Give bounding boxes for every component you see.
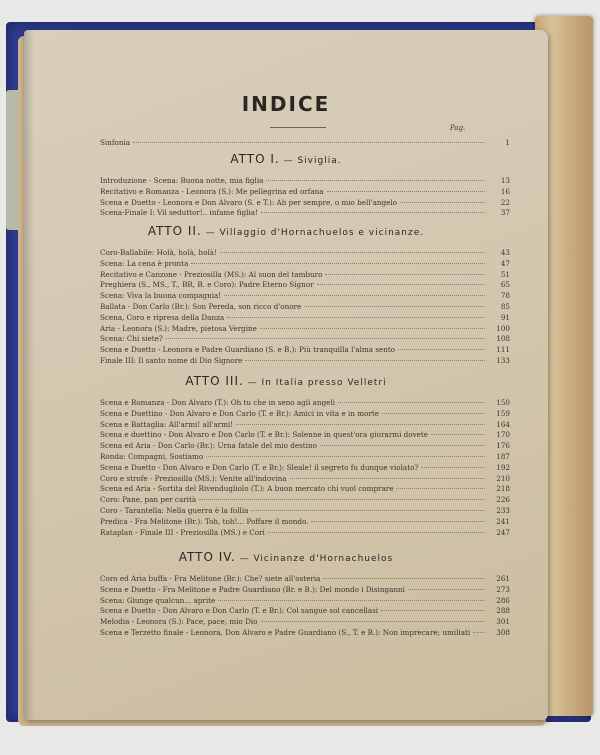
entry-title: Predica - Fra Melitone (Br.): Toh, toh!... Poffare il mondo. xyxy=(100,516,309,526)
entry-title: Scena e Battaglia: All'armi! all'armi! xyxy=(100,419,234,429)
index-entry xyxy=(100,528,510,537)
entry-title: Finale III: Il santo nome di Dio Signore xyxy=(100,356,243,365)
dot-leader xyxy=(206,456,485,457)
entry-title: Scena-Finale I: Vil seduttor!.. infame figlia! xyxy=(100,208,258,218)
dot-leader xyxy=(218,600,485,601)
entry-title: Sinfonia xyxy=(100,138,131,147)
index-entry xyxy=(100,248,510,257)
entry-title: Scena: Chi siete? xyxy=(100,334,163,344)
entry-title: Preghiera (S., MS., T., BR, B. e Coro): Padre Eterno Signor xyxy=(100,280,314,290)
entry-title: Scena e Duetto - Don Alvaro e Don Carlo (T. e Br.): Col sangue sol cancellasi xyxy=(100,606,379,616)
entry-title: Coro-Ballabile: Holà, holà, holà! xyxy=(100,248,217,257)
entry-title: Scena e Duettino - Don Alvaro e Don Carlo (T. e Br.): Amici in vita e in morte xyxy=(100,408,379,418)
dot-leader xyxy=(421,467,485,468)
dot-leader xyxy=(236,424,485,425)
index-entry xyxy=(100,398,510,407)
entry-page-number: 37 xyxy=(500,208,510,218)
index-entry xyxy=(100,291,510,300)
index-page xyxy=(24,30,548,720)
index-entry xyxy=(100,574,510,583)
entry-title: Coro - Tarantella: Nella guerra è la follia xyxy=(100,506,249,515)
index-entry xyxy=(100,302,510,311)
entry-title: Scena e Terzetto finale - Leonora, Don Alvaro e Padre Guardiano (S., T. e B.): Non imprecare; umiliati xyxy=(100,628,471,637)
index-entry xyxy=(100,198,510,207)
act-subtitle: — In Italia presso Velletri xyxy=(243,378,387,388)
entry-page-number: 85 xyxy=(500,302,510,311)
index-entry xyxy=(100,409,510,418)
entry-page-number: 150 xyxy=(496,398,510,407)
dot-leader xyxy=(261,212,485,213)
entry-title: Coro ed Aria buffa - Fra Melitone (Br.): Che? siete all'osteria xyxy=(100,574,321,583)
entry-title: Scena ed Aria - Don Carlo (Br.): Urna fatale del mio destino xyxy=(100,441,317,451)
act-subtitle: — Vicinanze d'Hornachuelos xyxy=(235,554,394,564)
index-entry xyxy=(100,506,510,515)
dot-leader xyxy=(396,488,485,489)
entry-page-number: 22 xyxy=(500,197,510,207)
act-subtitle: — Siviglia. xyxy=(279,156,342,166)
index-entry xyxy=(100,138,510,147)
index-entry xyxy=(100,484,510,493)
entry-page-number: 91 xyxy=(500,312,510,322)
entry-page-number: 100 xyxy=(496,323,510,333)
entry-page-number: 108 xyxy=(496,334,510,344)
dot-leader xyxy=(191,263,485,264)
index-entry xyxy=(100,270,510,279)
entry-page-number: 133 xyxy=(496,356,510,365)
index-entry xyxy=(100,474,510,483)
entry-title: Rataplan - Finale III - Preziosilla (MS.) e Cori xyxy=(100,527,265,537)
entry-page-number: 164 xyxy=(496,419,510,429)
dot-leader xyxy=(382,413,485,414)
entry-title: Scena e duettino - Don Alvaro e Don Carlo (T. e Br.): Solenne in quest'ora giurarmi dovete xyxy=(100,430,429,440)
index-entry xyxy=(100,208,510,217)
index-entry xyxy=(100,187,510,196)
dot-leader xyxy=(320,445,485,446)
entry-title: Scena e Duetto - Leonora e Padre Guardiano (S. e B.): Più tranquilla l'alma sento xyxy=(100,345,396,355)
index-entry xyxy=(100,334,510,343)
dot-leader xyxy=(227,317,485,318)
entry-page-number: 13 xyxy=(500,176,510,185)
index-entry xyxy=(100,517,510,526)
index-entry xyxy=(100,324,510,333)
dot-leader xyxy=(327,191,485,192)
dot-leader xyxy=(199,499,485,500)
act-number: ATTO III. xyxy=(185,374,244,388)
entry-page-number: 226 xyxy=(496,495,510,505)
act-heading xyxy=(24,224,548,238)
entry-title: Aria - Leonora (S.): Madre, pietosa Vergine xyxy=(100,323,257,333)
index-entry xyxy=(100,259,510,268)
dot-leader xyxy=(268,532,485,533)
title-rule xyxy=(270,127,326,128)
dot-leader xyxy=(290,478,485,479)
dot-leader xyxy=(261,621,486,622)
entry-page-number: 176 xyxy=(496,441,510,451)
dot-leader xyxy=(266,180,485,181)
entry-page-number: 47 xyxy=(500,258,510,268)
page-title: INDICE xyxy=(241,92,331,116)
entry-title: Scena: La cena è pronta xyxy=(100,258,189,268)
dot-leader xyxy=(323,578,485,579)
dot-leader xyxy=(260,328,485,329)
entry-page-number: 273 xyxy=(496,584,510,594)
entry-page-number: 286 xyxy=(496,595,510,605)
dot-leader xyxy=(408,589,485,590)
index-entry xyxy=(100,420,510,429)
entry-page-number: 16 xyxy=(500,186,510,196)
entry-title: Coro: Pane, pan per carità xyxy=(100,495,197,505)
dot-leader xyxy=(224,295,485,296)
dot-leader xyxy=(245,360,485,361)
act-heading xyxy=(24,550,548,564)
dot-leader xyxy=(133,142,485,143)
entry-title: Scena e Duetto - Leonora e Don Alvaro (S. e T.): Ah per sempre, o mio bell'angelo xyxy=(100,197,397,207)
entry-page-number: 218 xyxy=(496,484,510,494)
entry-title: Coro e strofe - Preziosilla (MS.): Venite all'indovina xyxy=(100,473,287,483)
entry-title: Melodia - Leonora (S.): Pace, pace, mio Dio xyxy=(100,617,258,627)
dot-leader xyxy=(220,252,485,253)
index-entry xyxy=(100,585,510,594)
entry-title: Ronda: Compagni, Sostiamo xyxy=(100,452,204,461)
page-shadow xyxy=(24,30,34,720)
dot-leader xyxy=(398,349,485,350)
entry-title: Introduzione - Scena: Buona notte, mia figlia xyxy=(100,176,264,185)
entry-page-number: 187 xyxy=(496,452,510,461)
dot-leader xyxy=(400,202,485,203)
entry-title: Scena: Giunge qualcun... aprite xyxy=(100,595,216,605)
entry-title: Scena e Duetto - Fra Melitone e Padre Guardiano (Br. e B.): Del mondo i Disinganni xyxy=(100,584,405,594)
entry-page-number: 288 xyxy=(496,606,510,616)
entry-page-number: 1 xyxy=(505,138,510,147)
entry-page-number: 51 xyxy=(500,269,510,279)
index-entry xyxy=(100,606,510,615)
index-entry xyxy=(100,356,510,365)
entry-page-number: 247 xyxy=(496,527,510,537)
dot-leader xyxy=(317,284,485,285)
entry-page-number: 159 xyxy=(496,408,510,418)
dot-leader xyxy=(166,338,485,339)
index-entry xyxy=(100,345,510,354)
entry-title: Scena e Romanza - Don Alvaro (T.): Oh tu che in seno agli angeli xyxy=(100,398,336,407)
entry-title: Ballata - Don Carlo (Br.): Son Pereda, son ricco d'onore xyxy=(100,302,302,311)
index-entry xyxy=(100,313,510,322)
act-number: ATTO I. xyxy=(230,152,280,166)
act-heading xyxy=(24,152,548,166)
dot-leader xyxy=(325,274,485,275)
act-number: ATTO IV. xyxy=(178,550,236,564)
entry-page-number: 43 xyxy=(500,248,510,257)
act-subtitle: — Villaggio d'Hornachuelos e vicinanze. xyxy=(201,228,425,238)
entry-page-number: 301 xyxy=(496,617,510,627)
entry-title: Recitativo e Canzone - Preziosilla (MS.): Al suon del tamburo xyxy=(100,269,323,279)
entry-page-number: 78 xyxy=(500,291,510,301)
entry-page-number: 241 xyxy=(496,516,510,526)
index-entry xyxy=(100,617,510,626)
entry-page-number: 65 xyxy=(500,280,510,290)
entry-page-number: 261 xyxy=(496,574,510,583)
index-entry xyxy=(100,628,510,637)
act-number: ATTO II. xyxy=(147,224,202,238)
dot-leader xyxy=(251,510,485,511)
act-heading xyxy=(24,374,548,388)
dot-leader xyxy=(311,521,485,522)
index-entry xyxy=(100,430,510,439)
entry-page-number: 170 xyxy=(496,430,510,440)
dot-leader xyxy=(473,632,485,633)
entry-title: Scena, Coro e ripresa della Danza xyxy=(100,312,225,322)
entry-page-number: 111 xyxy=(496,345,510,355)
page-column-label: Pag. xyxy=(450,124,466,132)
index-entry xyxy=(100,280,510,289)
index-entry xyxy=(100,463,510,472)
dot-leader xyxy=(304,306,485,307)
entry-title: Scena ed Aria - Sortita del Rivendugliolo (T.): A buon mercato chi vuol comprare xyxy=(100,484,394,494)
index-entry xyxy=(100,596,510,605)
entry-page-number: 192 xyxy=(496,462,510,472)
index-entry xyxy=(100,495,510,504)
entry-page-number: 210 xyxy=(496,473,510,483)
entry-title: Scena e Duetto - Don Alvaro e Don Carlo (T. e Br.): Sleale! il segreto fu dunque violato? xyxy=(100,462,419,472)
entry-title: Recitativo e Romanza - Leonora (S.): Me pellegrina ed orfana xyxy=(100,186,324,196)
dot-leader xyxy=(381,610,485,611)
index-entry xyxy=(100,452,510,461)
index-entry xyxy=(100,176,510,185)
entry-page-number: 233 xyxy=(496,506,510,515)
entry-page-number: 308 xyxy=(496,628,510,637)
dot-leader xyxy=(431,434,485,435)
dot-leader xyxy=(338,402,485,403)
entry-title: Scena: Viva la buona compagnia! xyxy=(100,291,222,301)
index-entry xyxy=(100,441,510,450)
